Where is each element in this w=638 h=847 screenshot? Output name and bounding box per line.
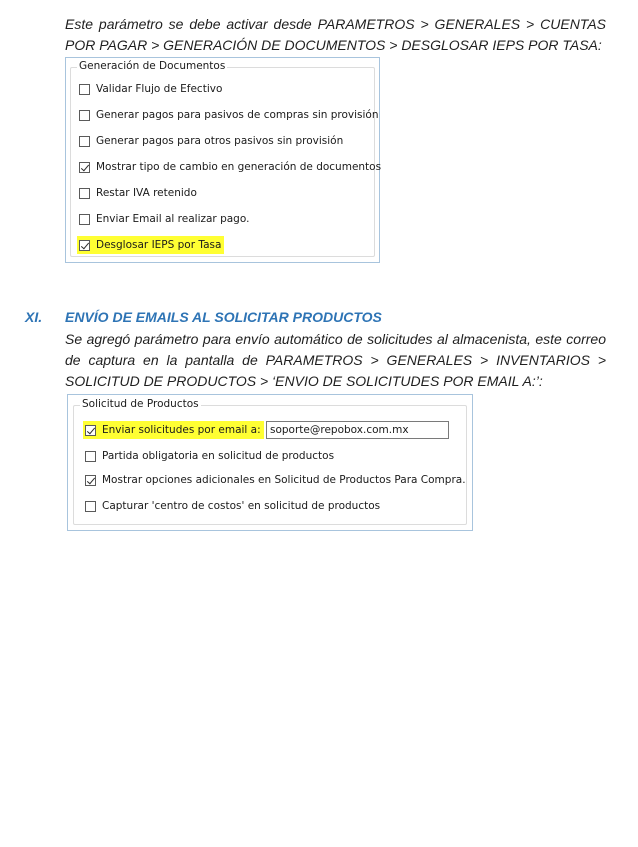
- option-tipo-cambio[interactable]: [79, 158, 381, 176]
- option-pagos-otros-pasivos[interactable]: [79, 132, 343, 150]
- option-validar-flujo[interactable]: [79, 80, 222, 98]
- option-label: Enviar solicitudes por email a:: [102, 424, 261, 436]
- option-label: Restar IVA retenido: [96, 187, 197, 199]
- option-label: Mostrar opciones adicionales en Solicitud de Productos Para Compra.: [102, 474, 466, 486]
- option-enviar-email-pago[interactable]: [79, 210, 249, 228]
- checkbox-icon[interactable]: [79, 84, 90, 95]
- option-label: Desglosar IEPS por Tasa: [96, 239, 222, 251]
- option-capturar-centro-costos[interactable]: [85, 497, 380, 515]
- option-restar-iva[interactable]: [79, 184, 197, 202]
- option-label: Partida obligatoria en solicitud de productos: [102, 450, 335, 462]
- groupbox-title: Generación de Documentos: [79, 60, 226, 72]
- option-label: Capturar 'centro de costos' en solicitud de productos: [102, 500, 381, 512]
- checkbox-checked-icon[interactable]: [79, 162, 90, 173]
- section-number: XI.: [25, 309, 43, 325]
- section-paragraph: Se agregó parámetro para envío automático de solicitudes al almacenista, este correo de captura en la pantalla de PARAMETROS > GENERALES > INVENTARIOS > SOLICITUD DE PRODUCTOS > ‘ENVIO DE SOLICITUDES POR EMAIL A:’:: [65, 331, 606, 389]
- option-mostrar-opciones-adicionales[interactable]: [85, 471, 466, 489]
- option-partida-obligatoria[interactable]: [85, 447, 334, 465]
- checkbox-icon[interactable]: [79, 110, 90, 121]
- checkbox-icon[interactable]: [85, 501, 96, 512]
- option-pagos-pasivos-compras[interactable]: [79, 106, 379, 124]
- checkbox-icon[interactable]: [79, 188, 90, 199]
- groupbox-title: Solicitud de Productos: [82, 398, 199, 410]
- section-title: ENVÍO DE EMAILS AL SOLICITAR PRODUCTOS: [65, 309, 382, 325]
- checkbox-icon[interactable]: [85, 451, 96, 462]
- option-label: Generar pagos para otros pasivos sin provisión: [96, 135, 344, 147]
- option-label: Generar pagos para pasivos de compras sin provisión: [96, 109, 379, 121]
- intro-paragraph: Este parámetro se debe activar desde PARAMETROS > GENERALES > CUENTAS POR PAGAR > GENERACIÓN DE DOCUMENTOS > DESGLOSAR IEPS POR TASA:: [65, 16, 606, 53]
- option-label: Validar Flujo de Efectivo: [96, 83, 223, 95]
- checkbox-icon[interactable]: [79, 214, 90, 225]
- checkbox-checked-icon[interactable]: [85, 425, 96, 436]
- checkbox-checked-icon[interactable]: [79, 240, 90, 251]
- checkbox-icon[interactable]: [79, 136, 90, 147]
- option-desglosar-ieps[interactable]: [77, 236, 224, 254]
- option-label: Mostrar tipo de cambio en generación de documentos: [96, 161, 382, 173]
- option-label: Enviar Email al realizar pago.: [96, 213, 250, 225]
- option-enviar-solicitudes-email[interactable]: [83, 421, 264, 439]
- checkbox-checked-icon[interactable]: [85, 475, 96, 486]
- email-input[interactable]: [266, 421, 449, 439]
